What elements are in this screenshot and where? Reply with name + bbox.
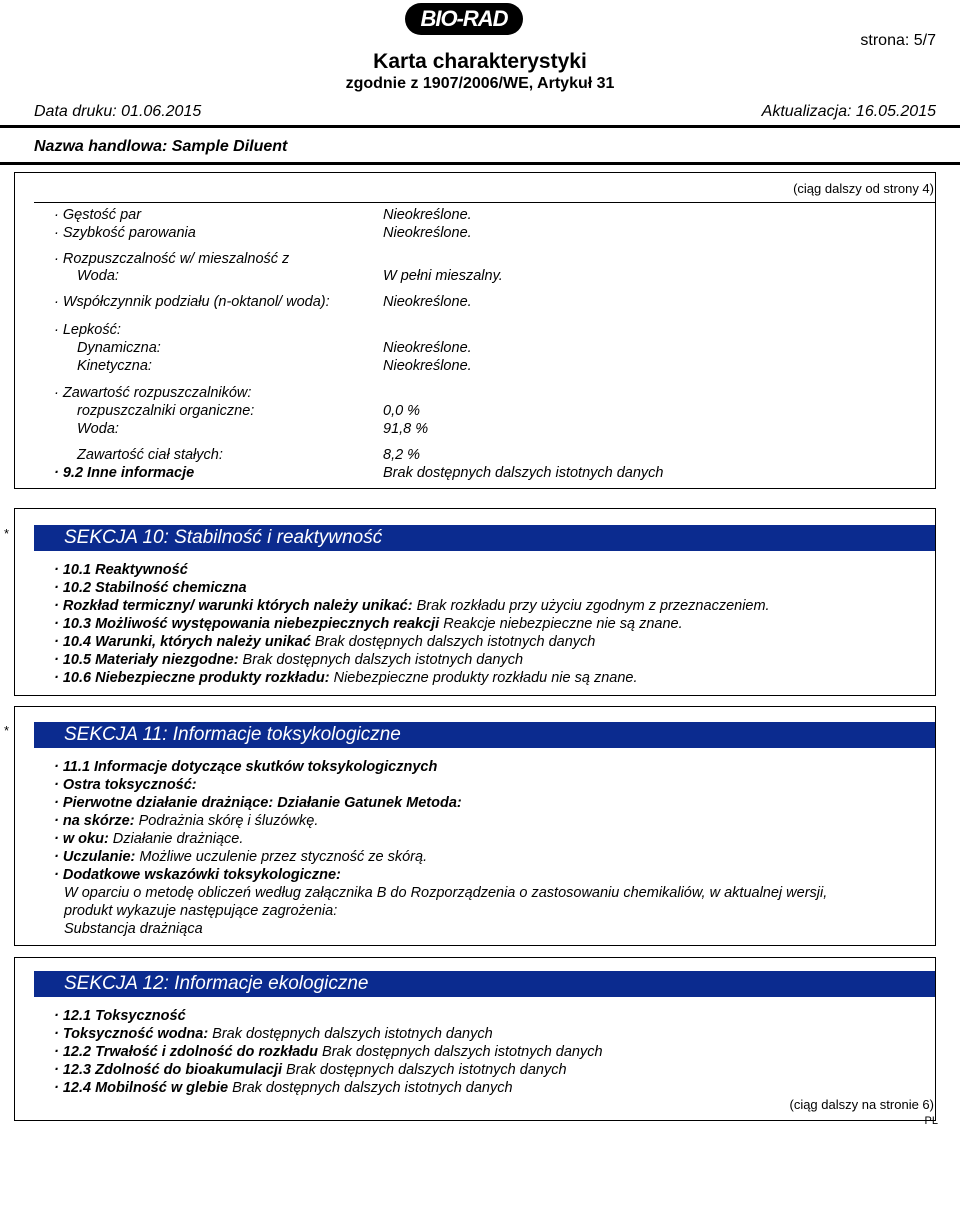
list-item: [54, 652, 523, 668]
item-label: · w oku:: [54, 831, 109, 847]
item-text: Możliwe uczulenie przez styczność ze skórą.: [135, 849, 428, 865]
prop-label: · Rozpuszczalność w/ mieszalność z: [54, 251, 290, 267]
item-label: · 10.2 Stabilność chemiczna: [54, 580, 247, 596]
prop-label: rozpuszczalniki organiczne:: [77, 403, 255, 419]
item-text: Brak dostępnych dalszych istotnych danych: [238, 652, 524, 668]
item-label: · Dodatkowe wskazówki toksykologiczne:: [54, 867, 341, 883]
prop-value: Nieokreślone.: [383, 358, 472, 374]
item-text: Brak dostępnych dalszych istotnych danych: [318, 1044, 603, 1060]
header-rule-bottom: [0, 162, 960, 165]
item-label: · 12.1 Toksyczność: [54, 1008, 186, 1024]
item-label: · na skórze:: [54, 813, 135, 829]
section10-title: SEKCJA 10: Stabilność i reaktywność: [34, 525, 935, 551]
prop-value: Nieokreślone.: [383, 340, 472, 356]
paragraph-line: Substancja drażniąca: [64, 921, 203, 937]
prop-value: Nieokreślone.: [383, 207, 472, 223]
list-item: [54, 634, 595, 650]
item-label: · 12.4 Mobilność w glebie: [54, 1080, 229, 1096]
prop-label: Kinetyczna:: [77, 358, 152, 374]
item-text: Niebezpieczne produkty rozkładu nie są znane.: [329, 670, 638, 686]
list-item: [54, 1026, 493, 1042]
prop-value: Nieokreślone.: [383, 294, 472, 310]
item-text: Brak rozkładu przy użyciu zgodnym z przeznaczeniem.: [412, 598, 770, 614]
prop-label: Dynamiczna:: [77, 340, 161, 356]
prop-label: · Lepkość:: [54, 322, 121, 338]
item-label: · 10.5 Materiały niezgodne:: [54, 652, 239, 668]
item-label: · Toksyczność wodna:: [54, 1026, 209, 1042]
item-label: · 10.3 Możliwość występowania niebezpiecznych reakcji: [54, 616, 440, 632]
item-text: Brak dostępnych dalszych istotnych danych: [310, 634, 596, 650]
logo-text: BIO-RAD: [420, 6, 508, 31]
item-text: Brak dostępnych dalszych istotnych danych: [282, 1062, 567, 1078]
item-label: · Uczulanie:: [54, 849, 136, 865]
item-label: · 10.6 Niebezpieczne produkty rozkładu:: [54, 670, 330, 686]
paragraph-line: produkt wykazuje następujące zagrożenia:: [64, 903, 338, 919]
document-subtitle: zgodnie z 1907/2006/WE, Artykuł 31: [345, 75, 615, 92]
list-item: [54, 616, 683, 632]
list-item: [54, 670, 637, 686]
item-label: · 10.1 Reaktywność: [54, 562, 188, 578]
prop-value: Nieokreślone.: [383, 225, 472, 241]
list-item: [54, 1008, 186, 1024]
item-text: Działanie drażniące.: [108, 831, 244, 847]
language-code: PL: [924, 1115, 938, 1127]
print-date: Data druku: 01.06.2015: [34, 103, 202, 120]
item-label: · 11.1 Informacje dotyczące skutków toksykologicznych: [54, 759, 438, 775]
update-date: Aktualizacja: 16.05.2015: [761, 103, 936, 120]
prop-label: · Gęstość par: [54, 207, 142, 223]
prop-label: · Szybkość parowania: [54, 225, 196, 241]
page-number: strona: 5/7: [860, 32, 936, 49]
list-item: [54, 580, 247, 596]
prop-label: · 9.2 Inne informacje: [54, 465, 195, 481]
item-label: · Ostra toksyczność:: [54, 777, 197, 793]
list-item: [54, 562, 188, 578]
item-text: Brak dostępnych dalszych istotnych danych: [228, 1080, 513, 1096]
list-item: [54, 795, 462, 811]
prop-value: 91,8 %: [383, 421, 429, 437]
prop-value: 8,2 %: [383, 447, 421, 463]
prop-label: · Współczynnik podziału (n-oktanol/ woda):: [54, 294, 330, 310]
revision-star: *: [4, 526, 10, 541]
item-label: · 10.4 Warunki, których należy unikać: [54, 634, 311, 650]
trade-name: Nazwa handlowa: Sample Diluent: [34, 138, 288, 155]
item-label: · 12.2 Trwałość i zdolność do rozkładu: [54, 1044, 319, 1060]
item-label: · Rozkład termiczny/ warunki których należy unikać:: [54, 598, 413, 614]
list-item: [54, 867, 341, 883]
prop-value: Brak dostępnych dalszych istotnych danych: [383, 465, 664, 481]
item-text: Podrażnia skórę i śluzówkę.: [134, 813, 319, 829]
list-item: [54, 1080, 513, 1096]
list-item: [54, 849, 427, 865]
document-title: Karta charakterystyki: [373, 50, 587, 73]
section11-title: SEKCJA 11: Informacje toksykologiczne: [34, 722, 935, 748]
item-label: · Pierwotne działanie drażniące: Działanie Gatunek Metoda:: [54, 795, 462, 811]
list-item: [54, 1044, 603, 1060]
section12-title: SEKCJA 12: Informacje ekologiczne: [34, 971, 935, 997]
item-text: Brak dostępnych dalszych istotnych danych: [208, 1026, 493, 1042]
prop-label: Woda:: [77, 421, 119, 437]
list-item: [54, 777, 197, 793]
section9-inner-rule: [34, 202, 935, 203]
item-text: Reakcje niebezpieczne nie są znane.: [439, 616, 683, 632]
continued-on: (ciąg dalszy na stronie 6): [789, 1097, 934, 1112]
list-item: [54, 831, 243, 847]
section9-frame: [14, 172, 936, 489]
list-item: [54, 813, 318, 829]
revision-star: *: [4, 723, 10, 738]
prop-value: 0,0 %: [383, 403, 421, 419]
list-item: [54, 759, 437, 775]
list-item: [54, 598, 770, 614]
prop-label: · Zawartość rozpuszczalników:: [54, 385, 252, 401]
bio-rad-logo: [405, 3, 523, 35]
list-item: [54, 1062, 567, 1078]
item-label: · 12.3 Zdolność do bioakumulacji: [54, 1062, 283, 1078]
prop-label: Woda:: [77, 268, 119, 284]
header-rule: [0, 125, 960, 128]
continued-from: (ciąg dalszy od strony 4): [793, 181, 934, 196]
prop-value: W pełni mieszalny.: [383, 268, 503, 284]
paragraph-line: W oparciu o metodę obliczeń według załącznika B do Rozporządzenia o zastosowaniu chemikaliów, w aktualnej wersji,: [64, 885, 828, 901]
prop-label: Zawartość ciał stałych:: [77, 447, 223, 463]
